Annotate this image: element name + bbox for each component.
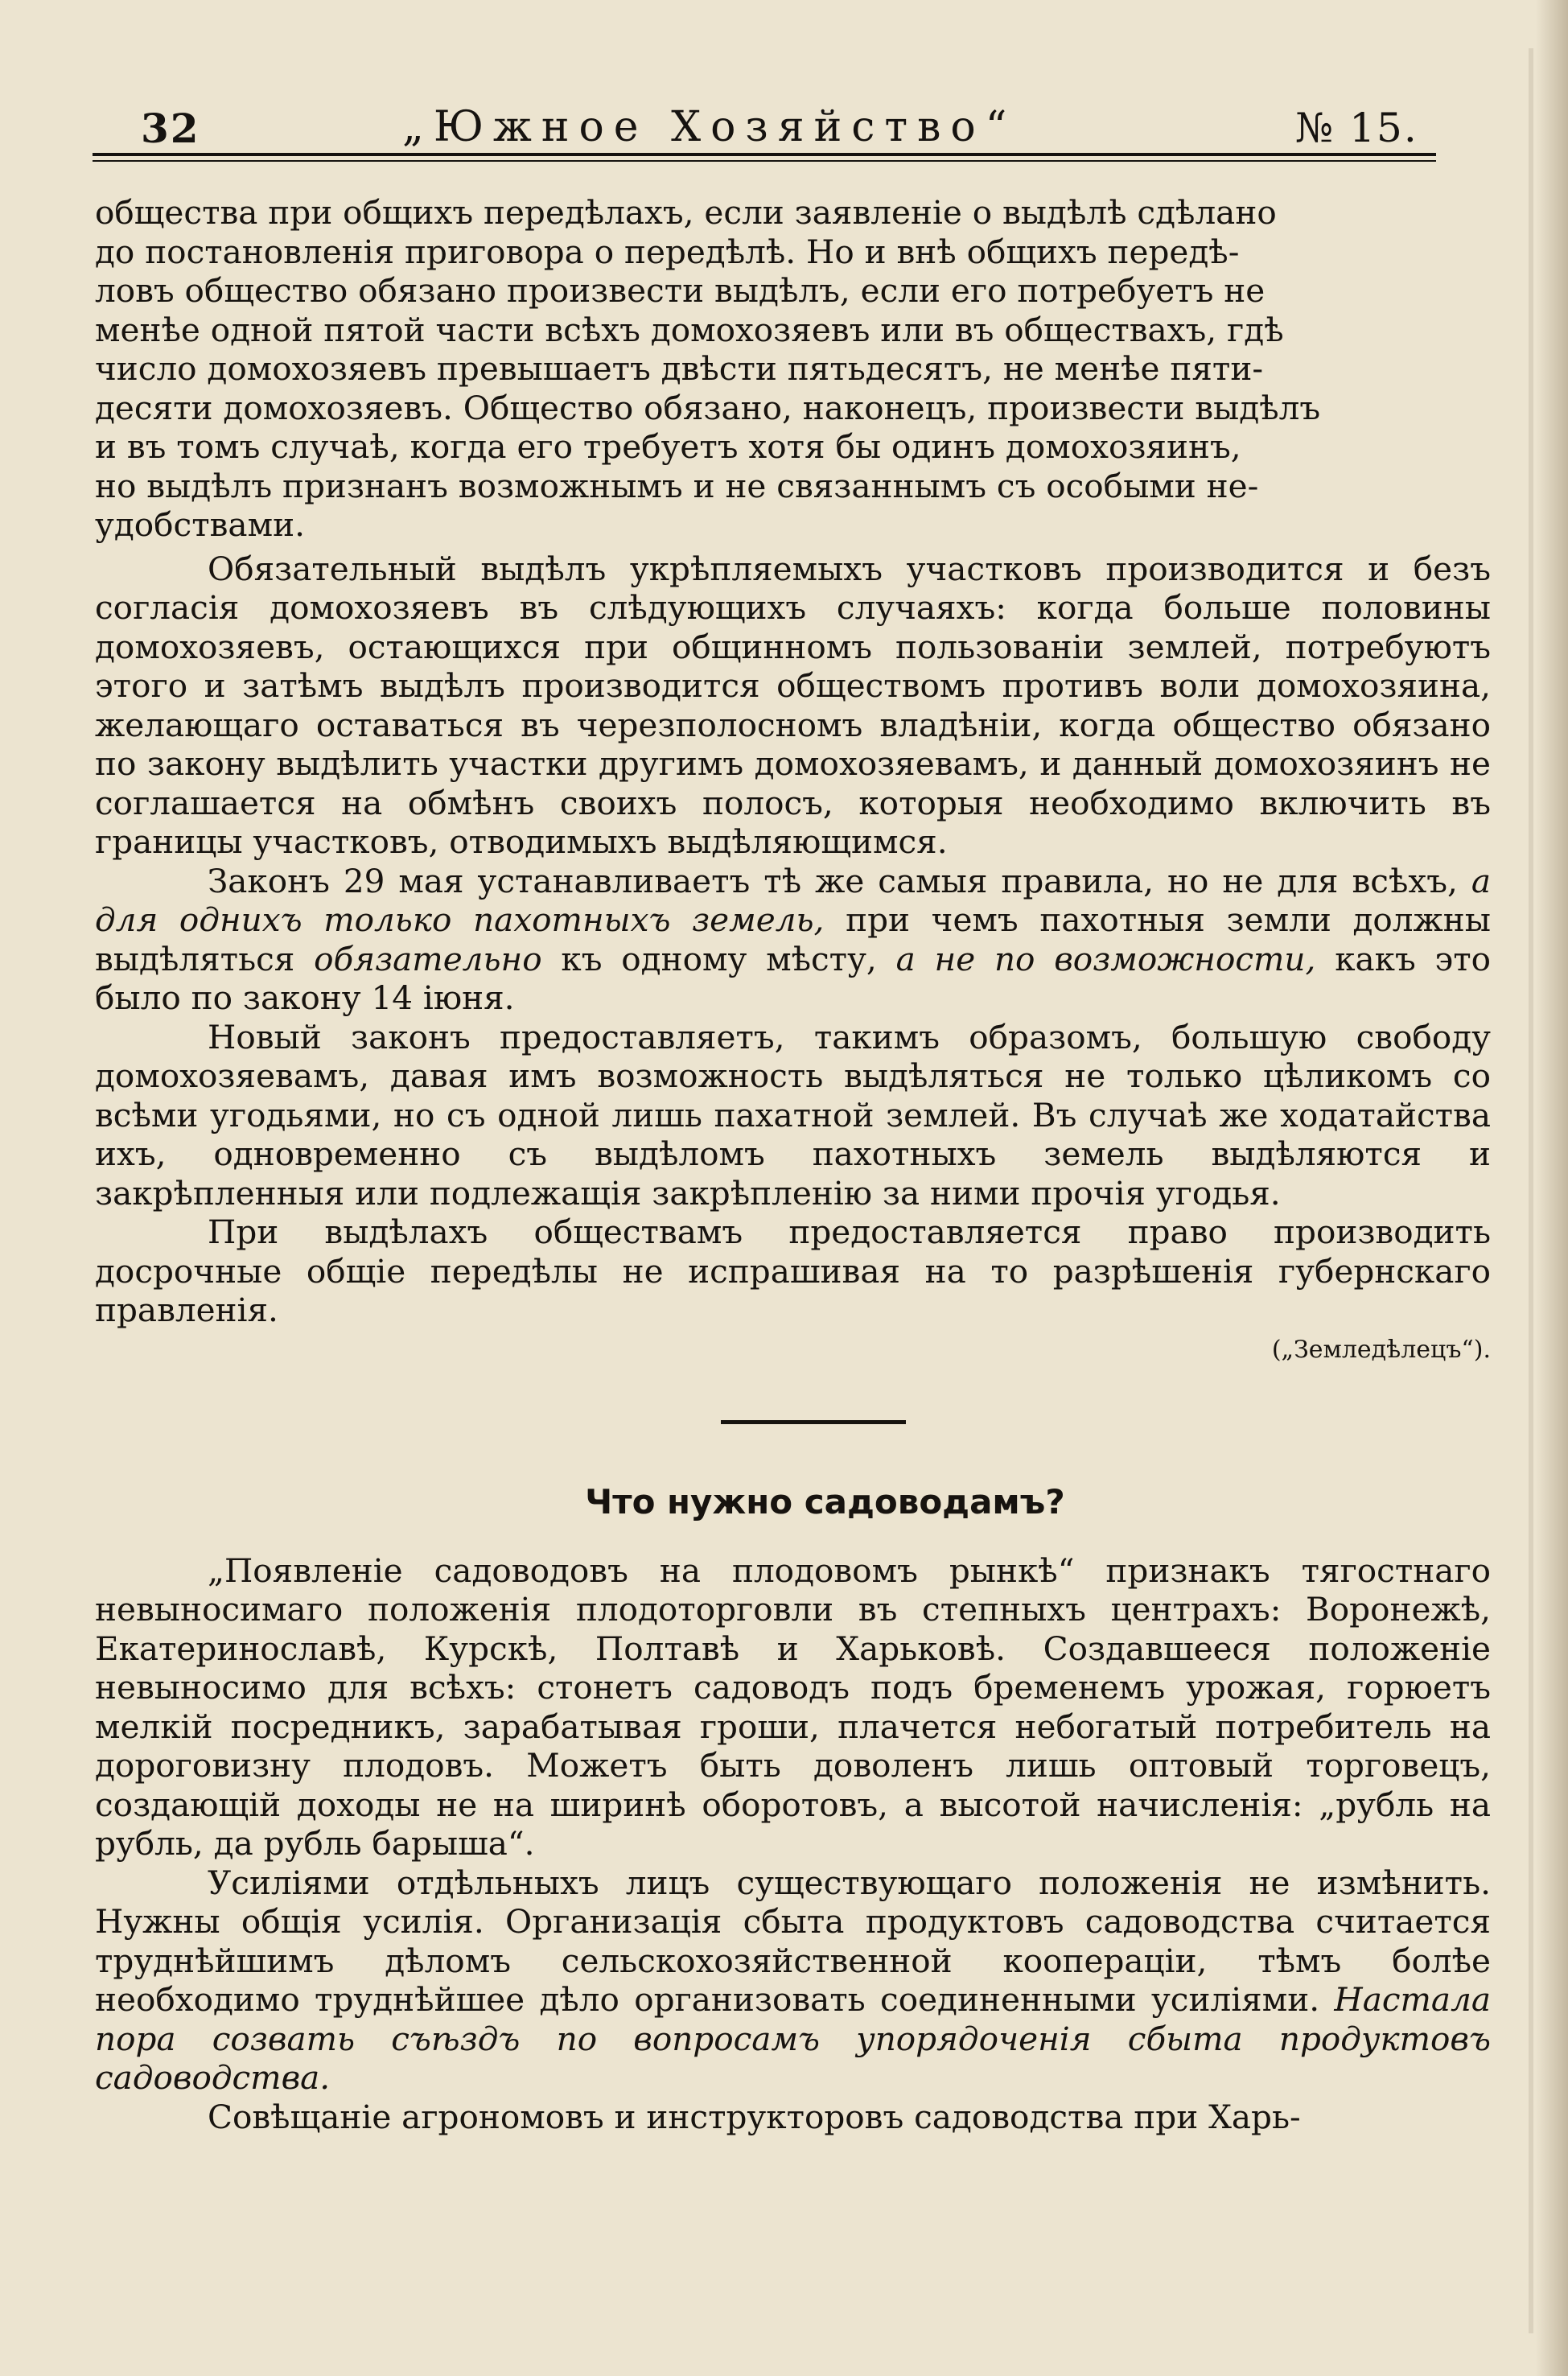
page-number: 32 bbox=[141, 105, 200, 152]
text-run: къ одному мѣсту, bbox=[561, 939, 877, 978]
article bbox=[95, 1482, 1491, 2137]
article1-line: общества при общихъ передѣлахъ, если заявленіе о выдѣлѣ сдѣлано bbox=[95, 193, 1277, 232]
article-title: Что нужно садоводамъ? bbox=[585, 1481, 1065, 1522]
article1-paragraph-mixed bbox=[95, 862, 1491, 1018]
journal-title: „Южное Хозяйство“ bbox=[402, 103, 1017, 151]
italic-run: а не по возможности, bbox=[895, 939, 1316, 978]
article1-line: число домохозяевъ превышаетъ двѣсти пятьдесятъ, не менѣе пяти- bbox=[95, 349, 1264, 388]
article1-paragraph: При выдѣлахъ обществамъ предоставляется право производить досрочные общіе передѣлы не испрашивая на то разрѣшенія губернскаго правленія. bbox=[95, 1213, 1491, 1329]
article1-line: менѣе одной пятой части всѣхъ домохозяевъ или въ обществахъ, гдѣ bbox=[95, 310, 1284, 349]
article-continuation bbox=[95, 193, 1491, 1370]
article2-paragraph: „Появленіе садоводовъ на плодовомъ рынкѣ“ признакъ тягостнаго невыносимаго положенія плодоторговли въ степныхъ центрахъ: Воронежѣ, Екатеринославѣ, Курскѣ, Полтавѣ и Харьковѣ. Создавшееся положеніе невыносимо для всѣхъ: стонетъ садоводъ подъ бременемъ урожая, горюетъ мелкій посредникъ, зарабатывая гроши, плачется небогатый потребитель на дороговизну плодовъ. Можетъ быть доволенъ лишь оптовый торговецъ, создающій доходы не на ширинѣ оборотовъ, а высотой начисленія: „рубль на рубль, да рубль барыша“. bbox=[95, 1550, 1491, 1863]
article1-paragraph: Обязательный выдѣлъ укрѣпляемыхъ участковъ производится и безъ согласія домохозяевъ въ слѣдующихъ случаяхъ: когда больше половины домохозяевъ, остающихся при общинномъ пользованіи землей, потребуютъ этого и затѣмъ выдѣлъ производится обществомъ противъ воли домохозяина, желающаго оставаться въ черезполосномъ владѣніи, когда общество обязано по закону выдѣлить участки другимъ домохозяевамъ, и данный домохозяинъ не соглашается на обмѣнъ своихъ полосъ, которыя необходимо включить въ границы участковъ, отводимыхъ выдѣляющимся. bbox=[95, 549, 1491, 861]
article1-line: и въ томъ случаѣ, когда его требуетъ хотя бы одинъ домохозяинъ, bbox=[95, 427, 1241, 466]
article1-line: удобствами. bbox=[95, 505, 305, 544]
text-run: Усиліями отдѣльныхъ лицъ существующаго положенія не измѣнить. Нужны общія усилія. Организація сбыта продуктовъ садоводства считается труднѣйшимъ дѣломъ сельскохозяйственной коопераціи, тѣмъ болѣе необходимо труднѣйшее дѣло организовать соединенными усиліями. bbox=[95, 1863, 1491, 2019]
text-run: при чемъ пахотныя земли должны выдѣляться bbox=[95, 900, 1492, 978]
article1-line: но выдѣлъ признанъ возможнымъ и не связаннымъ съ особыми не- bbox=[95, 466, 1259, 505]
section-divider bbox=[721, 1420, 906, 1424]
italic-run: Настала пора созвать съѣздъ по вопросамъ упорядоченія сбыта продуктовъ садоводства. bbox=[95, 1980, 1492, 2097]
bleed-through-rule bbox=[1529, 48, 1533, 2333]
article1-line: десяти домохозяевъ. Общество обязано, наконецъ, произвести выдѣлъ bbox=[95, 388, 1321, 427]
source-attribution: („Земледѣлецъ“). bbox=[1271, 1335, 1491, 1364]
header-rule-thick bbox=[93, 153, 1436, 156]
text-run: Законъ 29 мая устанавливаетъ тѣ же самыя правила, но не для всѣхъ, bbox=[208, 861, 1458, 900]
article2-paragraph-mixed bbox=[95, 1863, 1491, 2098]
italic-run: а для однихъ только пахотныхъ земель, bbox=[95, 861, 1491, 939]
issue-number: № 15. bbox=[1295, 105, 1418, 151]
page-edge-shadow bbox=[1536, 0, 1568, 2376]
running-header bbox=[93, 95, 1436, 159]
article2-paragraph: Совѣщаніе агрономовъ и инструкторовъ садоводства при Харь- bbox=[208, 2097, 1301, 2136]
italic-run: обязательно bbox=[314, 939, 542, 978]
page-body bbox=[95, 193, 1491, 2136]
article1-line: до постановленія приговора о передѣлѣ. Но и внѣ общихъ передѣ- bbox=[95, 232, 1240, 271]
article1-line: ловъ общество обязано произвести выдѣлъ, если его потребуетъ не bbox=[95, 271, 1266, 310]
header-rule-thin bbox=[93, 160, 1436, 162]
article1-paragraph: Новый законъ предоставляетъ, такимъ образомъ, большую свободу домохозяевамъ, давая имъ возможность выдѣляться не только цѣликомъ со всѣми угодьями, но съ одной лишь пахатной землей. Въ случаѣ же ходатайства ихъ, одновременно съ выдѣломъ пахотныхъ земель выдѣляются и закрѣпленныя или подлежащія закрѣпленію за ними прочія угодья. bbox=[95, 1017, 1491, 1213]
text-run: какъ это было по закону 14 іюня. bbox=[95, 939, 1491, 1017]
